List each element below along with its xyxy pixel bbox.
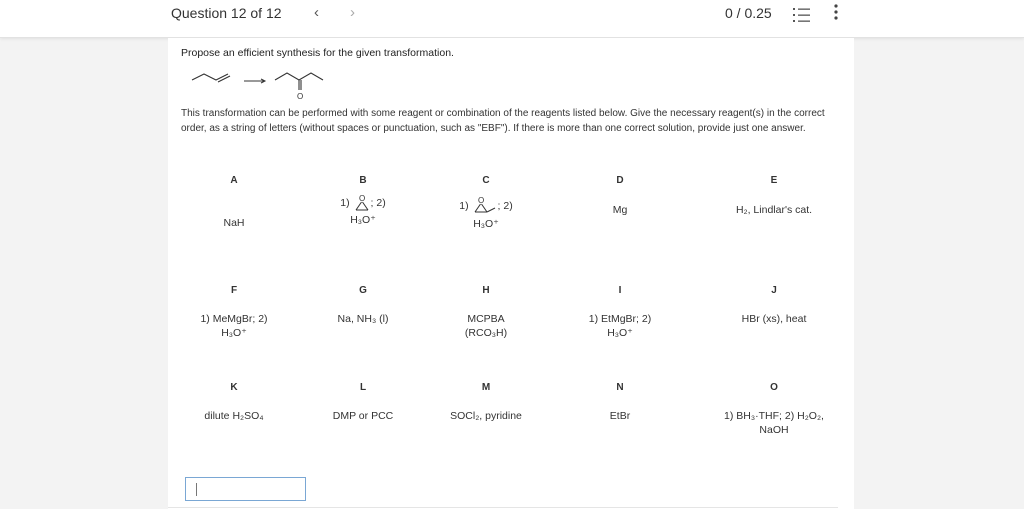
reagent-formula: [303, 193, 423, 227]
reagent-letter: N: [616, 382, 624, 393]
step-one-label: 1): [340, 196, 350, 209]
reagent-d: [560, 175, 680, 216]
reagent-a: [174, 175, 294, 229]
reagent-text: [560, 312, 680, 340]
reagent-m: [426, 382, 546, 422]
reagent-text: NaH: [223, 217, 245, 229]
reagent-j: [714, 285, 834, 325]
reagent-o: [714, 382, 834, 436]
reagent-f: [174, 285, 294, 339]
step-two-label: ; 2): [497, 199, 513, 212]
reagent-letter: C: [482, 175, 490, 186]
epoxide-icon: [353, 193, 371, 213]
step-two-label: ; 2): [370, 196, 386, 209]
reagent-e: [714, 175, 834, 216]
acid-workup: H₃O⁺: [473, 218, 499, 230]
reagent-line-one: 1) BH₃·THF; 2) H₂O₂,: [724, 410, 824, 422]
reagent-letter: L: [359, 382, 367, 393]
reagent-letter: H: [482, 285, 490, 296]
chevron-right-icon[interactable]: ›: [350, 4, 355, 21]
reagent-text: [174, 312, 294, 340]
reagent-text: H₂, Lindlar's cat.: [735, 204, 813, 216]
reagent-text: [714, 409, 834, 437]
epoxide-icon: [472, 195, 498, 217]
reagent-letter: F: [230, 285, 238, 296]
reagent-h: [426, 285, 546, 339]
reagent-line-two: NaOH: [759, 424, 789, 436]
reagent-text: HBr (xs), heat: [741, 313, 807, 325]
reagent-letter: B: [359, 175, 367, 186]
reagent-line-two: H₃O⁺: [221, 327, 247, 339]
reagent-text: SOCl₂, pyridine: [450, 410, 522, 422]
reaction-scheme: [178, 66, 338, 104]
step-one-label: 1): [459, 199, 469, 212]
reagent-formula: [426, 195, 546, 231]
more-vertical-icon[interactable]: [830, 4, 842, 24]
reagent-b: [303, 175, 423, 226]
reagent-line-one: 1) EtMgBr; 2): [588, 313, 652, 325]
reagent-line-one: 1) MeMgBr; 2): [200, 313, 268, 325]
reagent-text: [426, 312, 546, 340]
acid-workup: H₃O⁺: [350, 214, 376, 226]
question-panel: [168, 38, 854, 509]
question-counter: Question 12 of 12: [171, 5, 282, 21]
reagent-letter: D: [616, 175, 624, 186]
text-caret: [196, 483, 197, 496]
svg-text:O: O: [477, 196, 484, 205]
reagent-letter: J: [771, 285, 777, 296]
reagent-text: EtBr: [609, 410, 631, 422]
reagent-letter: K: [230, 382, 238, 393]
reagent-letter: E: [770, 175, 778, 186]
chevron-left-icon[interactable]: ‹: [314, 4, 319, 21]
svg-text:O: O: [358, 194, 365, 203]
reagent-line-one: MCPBA: [467, 313, 505, 325]
reagent-letter: I: [618, 285, 622, 296]
reagent-line-two: (RCO₃H): [464, 327, 508, 339]
reagent-l: [303, 382, 423, 422]
reagent-i: [560, 285, 680, 339]
divider: [168, 507, 838, 508]
reagent-text: DMP or PCC: [332, 410, 394, 422]
reagent-text: Mg: [612, 204, 628, 216]
reagent-text: dilute H₂SO₄: [204, 410, 264, 422]
numbered-list-icon[interactable]: [793, 7, 811, 23]
question-prompt: Propose an efficient synthesis for the given transformation.: [181, 47, 454, 59]
reagent-letter: G: [359, 285, 367, 296]
score-display: 0 / 0.25: [725, 5, 772, 21]
answer-input[interactable]: [185, 477, 306, 501]
question-instructions: This transformation can be performed with some reagent or combination of the reagents listed below. Give the necessary reagent(s) in the correct order, as a string of letters (without spaces or punctuation, such as "EBF"). If there is more than one correct solution, provide just one answer.: [181, 108, 825, 134]
reagent-c: [426, 175, 546, 230]
reagent-k: [174, 382, 294, 422]
reagent-n: [560, 382, 680, 422]
reagent-letter: M: [481, 382, 491, 393]
reagent-line-two: H₃O⁺: [607, 327, 633, 339]
reagent-letter: O: [770, 382, 778, 393]
reagent-text: Na, NH₃ (l): [337, 313, 389, 325]
reagent-letter: A: [230, 175, 238, 186]
svg-text:O: O: [297, 92, 304, 101]
reagent-g: [303, 285, 423, 325]
top-bar: [0, 0, 1024, 38]
